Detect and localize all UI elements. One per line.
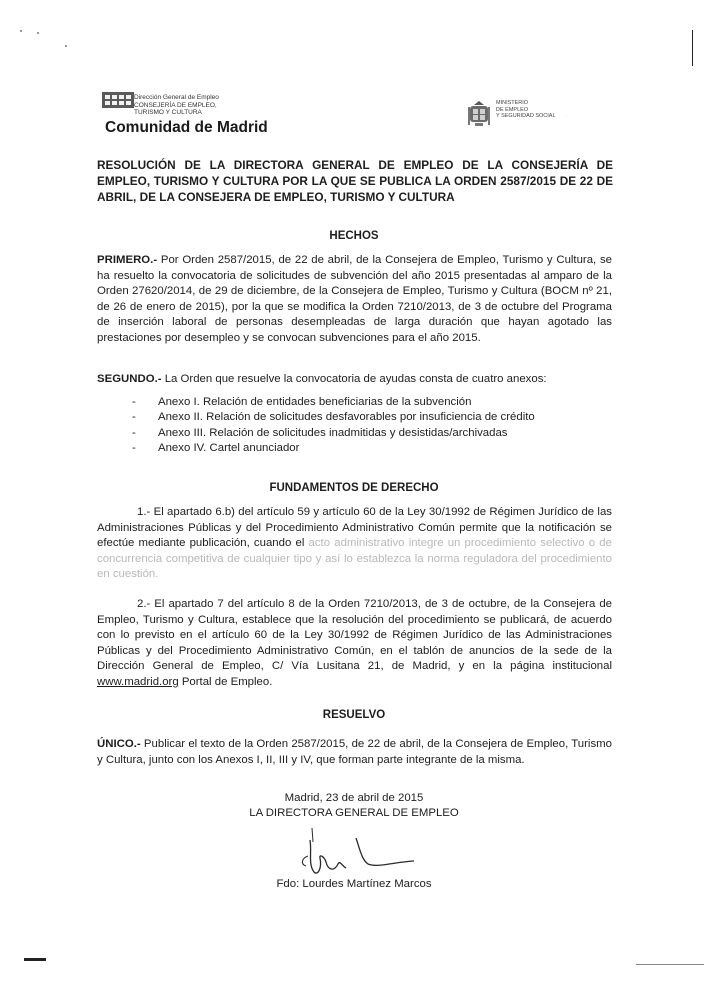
list-item [132,441,535,456]
paragraph-lead: SEGUNDO.- [97,373,162,385]
paragraph-lead: ÚNICO.- [97,738,141,750]
annex-label: Anexo IV. Cartel anunciador [158,442,300,455]
paragraph-text: Por Orden 2587/2015, de 22 de abril, de la Consejera de Empleo, Turismo y Cultura, se ha resuelto la convocatoria de solicitudes de subvención del año 2015 presentadas al amparo de la Orden 27620/2014, de 29 de diciembre, de la Consejera de Empleo, Turismo y Cultura (BOCM nº 21, de 26 de enero de 2015), por la que se modifica la Orden 7210/2013, de 3 de octubre del Programa de inserción laboral de personas desempleadas de larga duración que hayan agotado las prestaciones por desempleo y se convocan subvenciones para el año 2015. [97,254,612,344]
ministry-line: DE EMPLEO [496,106,529,113]
region-name: Comunidad de Madrid [105,119,268,136]
scan-edge-mark [636,964,704,965]
dept-line: Dirección General de Empleo [134,94,219,101]
paragraph-text: La Orden que resuelve la convocatoria de ayudas consta de cuatro anexos: [161,373,547,385]
annex-label: Anexo I. Relación de entidades beneficiarias de la subvención [158,396,472,408]
website-link[interactable]: www.madrid.org [97,675,179,688]
signer-role: LA DIRECTORA GENERAL DE EMPLEO [249,807,459,819]
paragraph-text: 1.- El apartado 6.b) del artículo 59 y artículo 60 de la Ley 30/1992 de Régimen Jurídico de las Administraciones Públicas y del Procedimiento Administrativo Común permite que la notificación se efectúe mediante publicación, cuando el [97,506,612,550]
paragraph-fundamento-2 [97,597,612,691]
scan-speck [20,30,22,32]
ministry-line: MINISTERIO [496,100,529,106]
scan-speck [37,32,39,34]
paragraph-text: Portal de Empleo. [178,675,273,688]
list-item [132,426,535,441]
document-title: RESOLUCIÓN DE LA DIRECTORA GENERAL DE EMPLEO DE LA CONSEJERÍA DE EMPLEO, TURISMO Y CULTURA POR LA QUE SE PUBLICA LA ORDEN 2587/2015 DE 22 DE ABRIL, DE LA CONSEJERA DE EMPLEO, TURISMO Y CULTURA [97,158,613,204]
list-item [132,410,535,425]
ministry-logo [468,100,556,128]
dept-line: TURISMO Y CULTURA [134,109,202,116]
faint-stamp-text: . [566,112,568,118]
paragraph-lead: PRIMERO.- [97,254,158,266]
annex-label: Anexo II. Relación de solicitudes desfavorables por insuficiencia de crédito [158,411,535,424]
place-date: Madrid, 23 de abril de 2015 [284,792,424,804]
annex-label: Anexo III. Relación de solicitudes inadmitidas y desistidas/archivadas [158,426,508,439]
ministry-name [496,100,556,120]
signed-by: Fdo: Lourdes Martínez Marcos [276,878,432,890]
dept-line: CONSEJERÍA DE EMPLEO, [134,101,217,109]
paragraph-segundo [97,372,612,388]
bullet-dash: - [132,411,136,424]
paragraph-fundamento-1 [97,505,612,583]
annex-list [132,395,535,457]
scan-edge-mark [24,958,46,961]
paragraph-unico [97,737,612,768]
list-item [132,395,535,410]
scan-edge-mark [692,30,693,66]
paragraph-primero [97,253,612,347]
bullet-dash: - [132,442,136,455]
bullet-dash: - [132,396,136,408]
comunidad-madrid-logo [102,92,134,108]
department-name [134,94,219,117]
section-heading-hechos: HECHOS [329,230,379,242]
scan-speck [65,45,67,47]
coat-of-arms-icon [468,100,490,128]
handwritten-signature [290,828,430,880]
paragraph-text: Publicar el texto de la Orden 2587/2015, de 22 de abril, de la Consejera de Empleo, Turismo y Cultura, junto con los Anexos I, II, III y IV, que forman parte integrante de la misma. [97,738,612,766]
paragraph-text: 2.- El apartado 7 del artículo 8 de la Orden 7210/2013, de 3 de octubre, de la Consejera de Empleo, Turismo y Cultura, establece que la resolución del procedimiento se publicará, de acuerdo con lo previsto en el artículo 60 de la Ley 30/1992 de Régimen Jurídico de las Administraciones Públicas y del Procedimiento Administrativo Común, en el tablón de anuncios de la sede de la Dirección General de Empleo, C/ Vía Lusitana 21, de Madrid, y en la página institucional [97,598,612,673]
madrid-stars-flag-icon [102,92,134,108]
ministry-line: Y SEGURIDAD SOCIAL [496,113,556,119]
faded-text: acto administrativo integre un procedimiento selectivo o de concurrencia competitiva de cualquier tipo y así lo establezca la norma reguladora del procedimiento en cuestión. [97,537,612,581]
bullet-dash: - [132,426,136,439]
section-heading-fundamentos: FUNDAMENTOS DE DERECHO [269,482,439,494]
section-heading-resuelvo: RESUELVO [322,709,386,721]
